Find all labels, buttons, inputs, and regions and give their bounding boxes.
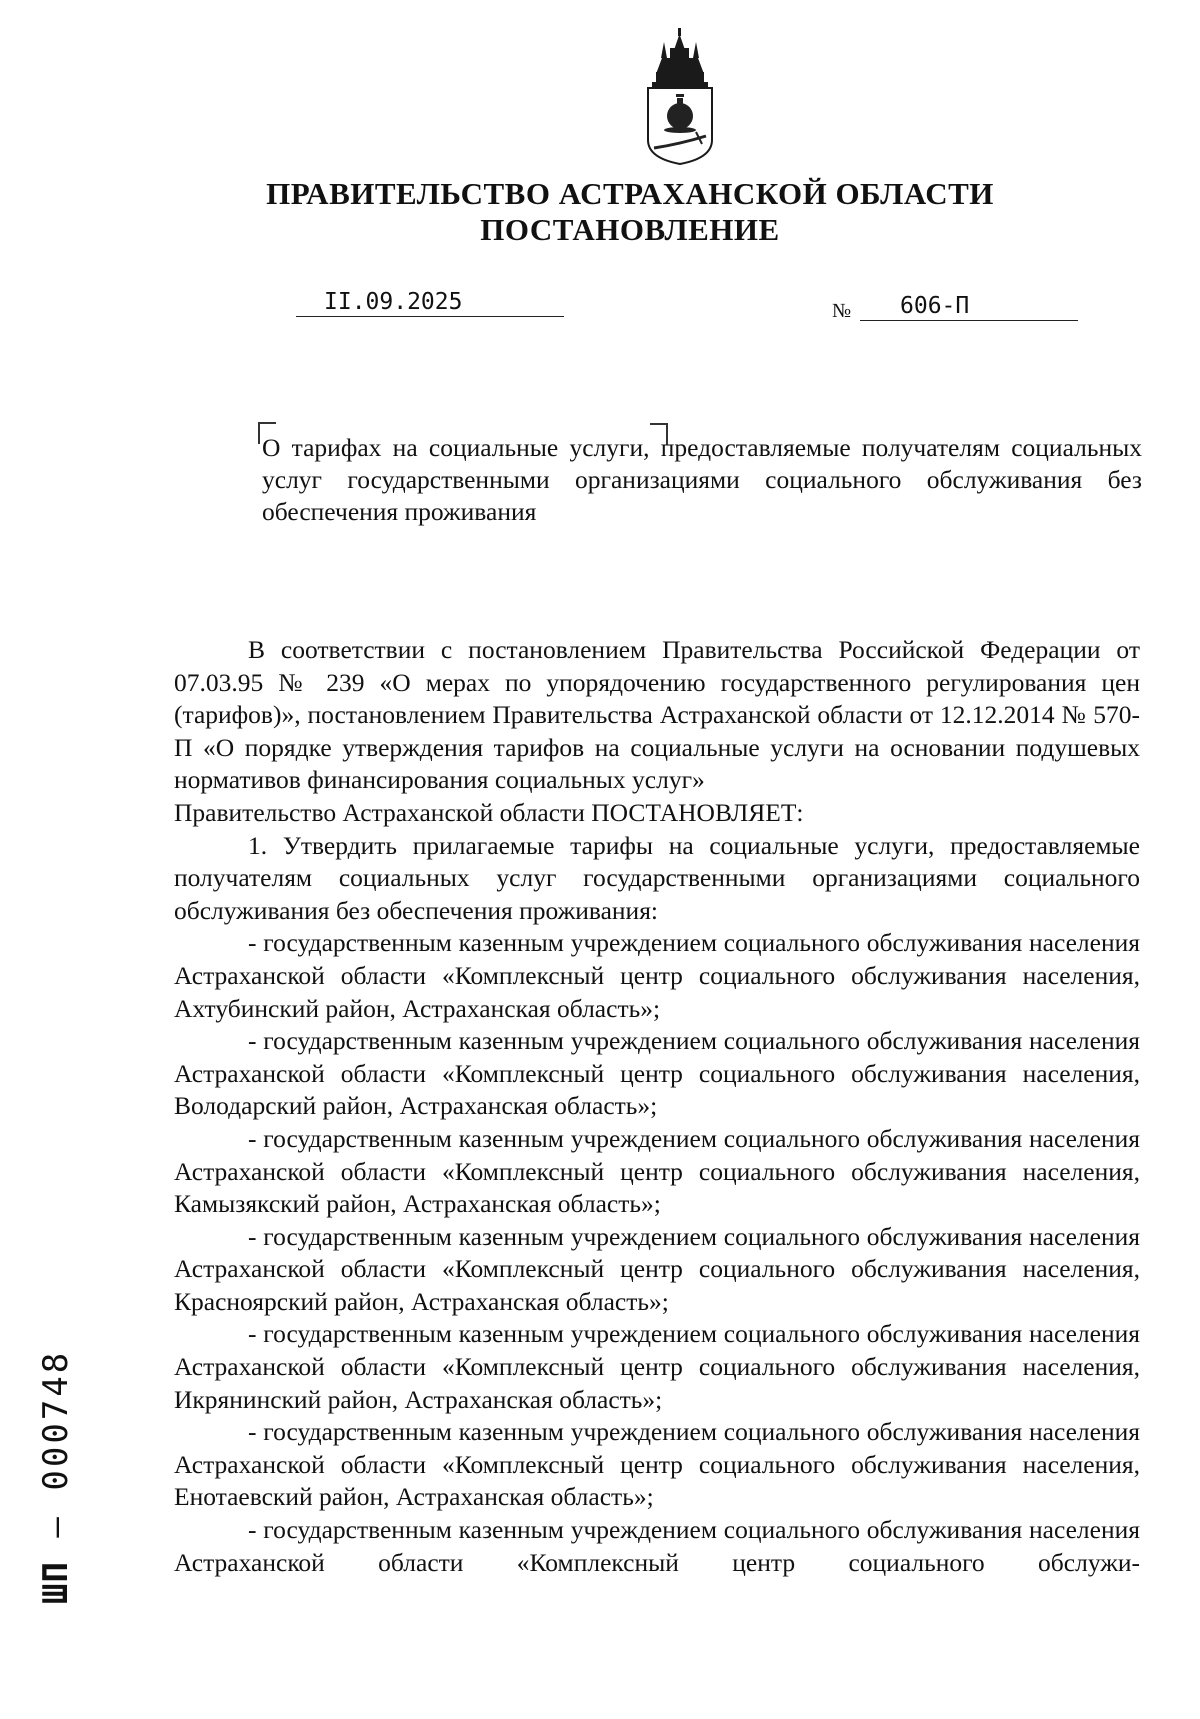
item-1-paragraph: 1. Утвердить прилагаемые тарифы на социальные услуги, предоставляемые получателям социальных услуг государственными организациями социального обслуживания без обеспечения проживания:: [174, 830, 1140, 925]
resolution-statement: Правительство Астраханской области ПОСТАНОВЛЯЕТ:: [174, 797, 804, 827]
form-series: ШП: [36, 1561, 76, 1604]
coat-of-arms-icon: [640, 28, 720, 166]
organization-item: - государственным казенным учреждением социального обслуживания населения Астраханской области «Комплексный центр социального обслуживания населения, Икрянинский район, Астраханская область»;: [174, 1319, 1140, 1414]
document-type-title: ПОСТАНОВЛЕНИЕ: [480, 212, 780, 247]
document-subject: О тарифах на социальные услуги, предоставляемые получателям социальных услуг государственными организациями социального обслуживания без обеспечения проживания: [262, 433, 1142, 526]
document-date: II.09.2025: [296, 288, 564, 317]
organization-item: - государственным казенным учреждением социального обслуживания населения Астраханской области «Комплексный центр социального обслуживания населения, Красноярский район, Астраханская область»;: [174, 1221, 1140, 1316]
organization-item: - государственным казенным учреждением социального обслуживания населения Астраханской области «Комплексный центр социального обслуживания населения, Енотаевский район, Астраханская область»;: [174, 1417, 1140, 1512]
organization-title: ПРАВИТЕЛЬСТВО АСТРАХАНСКОЙ ОБЛАСТИ: [266, 176, 994, 211]
preamble-paragraph: В соответствии с постановлением Правительства Российской Федерации от 07.03.95 № 239 «О мерах по упорядочению государственного регулирования цен (тарифов)», постановлением Правительства Астраханской области от 12.12.2014 № 570-П «О порядке утверждения тарифов на социальные услуги на основании подушевых нормативов финансирования социальных услуг»: [174, 635, 1140, 795]
form-number: 000748: [36, 1349, 76, 1491]
organization-item: - государственным казенным учреждением социального обслуживания населения Астраханской области «Комплексный центр социального обслуживания населения, Володарский район, Астраханская область»;: [174, 1026, 1140, 1121]
document-body: [174, 634, 1140, 1579]
form-separator: –: [36, 1514, 76, 1538]
form-serial-number: [36, 1350, 76, 1604]
organization-item: - государственным казенным учреждением социального обслуживания населения Астраханской области «Комплексный центр социального обслуживания населения, Ахтубинский район, Астраханская область»;: [174, 928, 1140, 1023]
organization-item: - государственным казенным учреждением социального обслуживания населения Астраханской области «Комплексный центр социального обслуживания населения, Камызякский район, Астраханская область»;: [174, 1123, 1140, 1219]
document-number: 606-П: [860, 292, 1078, 321]
organization-item: - государственным казенным учреждением социального обслуживания населения Астраханской области «Комплексный центр социального обслужи-: [174, 1515, 1140, 1577]
number-label: №: [832, 300, 852, 322]
